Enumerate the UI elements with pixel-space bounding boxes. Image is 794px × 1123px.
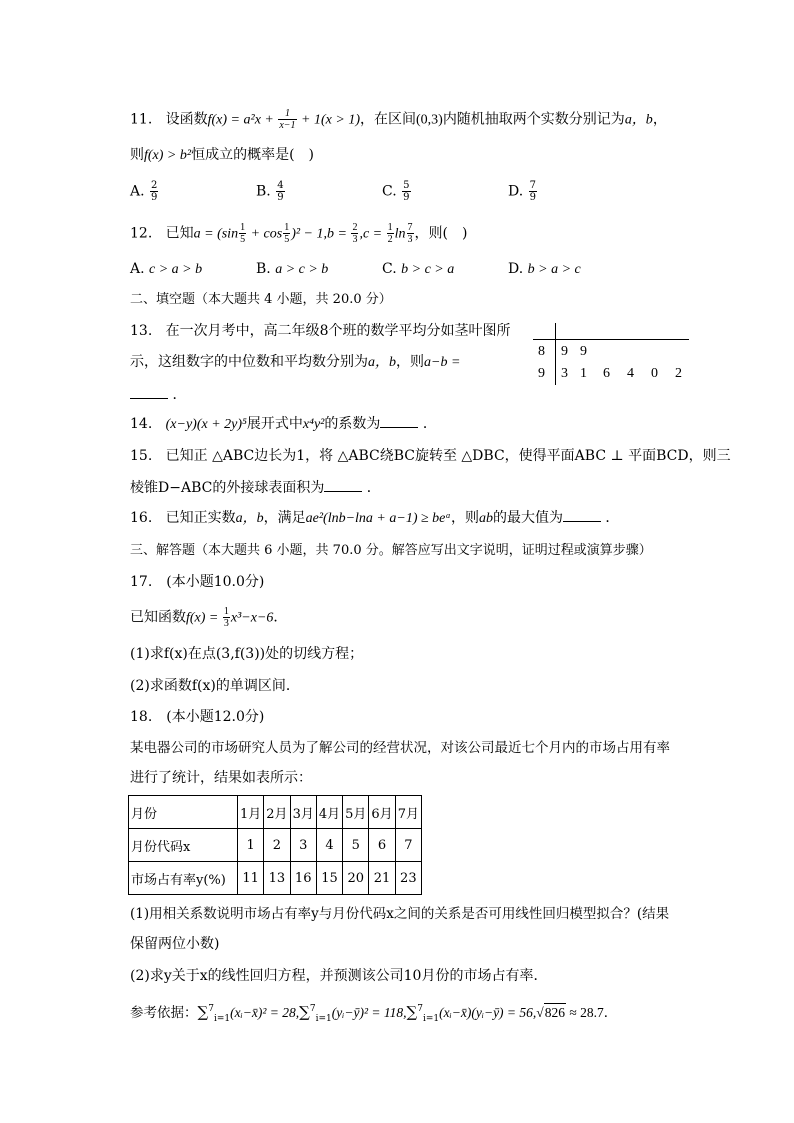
q11-ineq: f(x) > b²: [144, 148, 192, 163]
frac-num: 1: [240, 222, 246, 233]
frac-num: 1: [284, 222, 290, 233]
frac-den: 5: [284, 234, 290, 245]
frac-num: 7: [407, 222, 413, 233]
frac-num: 1: [223, 606, 229, 617]
q12-option-c[interactable]: [382, 260, 454, 279]
q11-line2-post: 恒成立的概率是( ): [191, 147, 315, 163]
q12-mid2: )² − 1,b =: [291, 226, 351, 242]
leaf: 4: [627, 366, 634, 381]
option-text: b > c > a: [401, 262, 455, 277]
leaf: 1: [580, 366, 587, 381]
option-label: A.: [130, 261, 145, 277]
q11-frac-num: 1: [278, 108, 296, 120]
q15-text1: 已知正 △ABC边长为1，将 △ABC绕BC旋转至 △DBC，使得平面ABC ⊥ 平面BCD，则三: [165, 448, 731, 464]
option-label: C.: [382, 261, 397, 277]
option-den: 9: [151, 192, 158, 203]
q16-expr: ae²(lnb−lna + a−1) ≥ beᵃ: [305, 511, 451, 526]
q13-number: 13.: [130, 323, 153, 339]
option-den: 9: [529, 192, 537, 203]
q11-frac-den: x−1: [279, 120, 296, 131]
table-cell: 5: [343, 829, 369, 862]
table-cell: 16: [290, 862, 316, 895]
section-2-heading: 二、填空题（本大题共 4 小题，共 20.0 分）: [130, 292, 392, 307]
q11-text-mid: ，在区间: [359, 111, 416, 128]
q14-post: 的系数为: [324, 416, 381, 432]
ref-approx: ≈ 28.7．: [565, 1005, 618, 1020]
option-text: a > c > b: [275, 262, 329, 277]
frac-den: 3: [223, 618, 229, 629]
ref-sum-xy: (xᵢ−x̄)(yᵢ−ȳ) = 56,: [439, 1005, 537, 1020]
q18-part2: (2)求y关于x的线性回归方程，并预测该公司10月份的市场占有率．: [130, 968, 548, 984]
q15-line1: [130, 447, 731, 465]
q14-end: ．: [422, 416, 437, 432]
q13-line2: [130, 353, 460, 372]
table-cell: 1: [238, 829, 264, 862]
q14-number: 14.: [130, 416, 153, 432]
option-num: 2: [151, 180, 158, 191]
option-label: C.: [382, 183, 397, 200]
table-cell: 21: [369, 862, 395, 895]
table-cell: 4: [316, 829, 342, 862]
stem-leaf-hline: [533, 339, 689, 340]
leaf: 3: [561, 366, 568, 381]
table-cell: 15: [316, 862, 342, 895]
q11-func: f(x) = a²x +: [207, 112, 278, 128]
q13-vars: a，b: [368, 355, 396, 370]
ref-sum-x: (xᵢ−x̄)² = 28,: [230, 1005, 300, 1020]
q12-mid3: ,c =: [359, 226, 386, 242]
option-den: 9: [403, 192, 410, 203]
table-cell: 7月: [395, 796, 421, 829]
q12-number: 12.: [130, 225, 153, 242]
q14-answer-blank[interactable]: [380, 415, 418, 428]
ref-sqrt-value: 826: [544, 1005, 565, 1020]
q13-text2: 示，这组数字的中位数和平均数分别为: [130, 354, 368, 370]
q11-line1: 11. 设函数f(x) = a²x + $\frac{1}{x-1}$ + 1(x > 1)，在区间(0,3)内随机抽取两个实数分别记为a，b，: [130, 108, 667, 131]
option-label: B.: [256, 183, 271, 200]
leaf: 9: [580, 344, 587, 359]
q11-interval: (0,3): [415, 112, 443, 128]
q11-option-b[interactable]: [256, 180, 286, 203]
option-label: B.: [256, 261, 271, 277]
stem-leaf-plot: [533, 339, 689, 387]
q13-line3: [130, 386, 186, 404]
q18-header: 18. (本小题12.0分): [130, 709, 265, 725]
option-text: b > a > c: [527, 262, 581, 277]
q12-pre: 已知: [165, 225, 194, 242]
table-cell: 6: [369, 829, 395, 862]
leaf: 0: [651, 366, 658, 381]
table-header-cell: 月份代码x: [129, 829, 238, 862]
q11-option-a[interactable]: [130, 180, 159, 203]
q16-post: 的最大值为: [492, 510, 563, 526]
q17-given: [130, 606, 287, 629]
q17-given-end: ．: [273, 609, 288, 626]
q12-option-a[interactable]: [130, 260, 202, 279]
q12-option-d[interactable]: [508, 260, 581, 279]
option-den: 9: [277, 192, 284, 203]
table-cell: 2月: [264, 796, 290, 829]
q12-line: [130, 222, 467, 245]
q15-text2: 棱锥D−ABC的外接球表面积为: [130, 480, 325, 496]
stem-8: 8: [538, 344, 545, 359]
q12-options: [130, 260, 670, 280]
q16-ab: ab: [478, 511, 493, 526]
q16-end: ．: [605, 510, 620, 526]
q11-number: 11.: [130, 111, 153, 128]
q11-text: 设函数: [165, 111, 208, 128]
frac-den: 2: [387, 234, 393, 245]
q16-number: 16.: [130, 510, 153, 526]
option-text: c > a > b: [149, 262, 203, 277]
q12-expr: a = (sin: [193, 226, 239, 242]
q14-expr: (x−y)(x + 2y)⁵: [165, 417, 247, 432]
ref-label: 参考依据：: [130, 1005, 198, 1021]
table-cell: 20: [343, 862, 369, 895]
q14-term: x⁴y²: [302, 417, 325, 432]
sum-symbol: ∑$^7_{i=1}$: [197, 1003, 231, 1024]
table-cell: 11: [238, 862, 264, 895]
q11-frac: [278, 108, 296, 131]
table-row: [129, 796, 422, 829]
q13-end: ．: [172, 387, 187, 403]
q17-part2: (2)求函数f(x)的单调区间．: [130, 678, 300, 694]
table-cell: 1月: [238, 796, 264, 829]
frac-den: 3: [407, 234, 413, 245]
option-label: D.: [508, 261, 524, 277]
q17-given-pre: 已知函数: [130, 609, 186, 626]
q13-expr: a−b =: [424, 355, 461, 370]
option-label: D.: [508, 183, 524, 200]
q13-mid: ，则: [396, 354, 424, 370]
q12-option-b[interactable]: [256, 260, 328, 279]
q11-option-c[interactable]: [382, 180, 412, 203]
q15-end: ．: [366, 480, 381, 496]
table-cell: 3月: [290, 796, 316, 829]
q12-post: ，则( ): [414, 225, 468, 242]
table-cell: 2: [264, 829, 290, 862]
section-3-heading: 三、解答题（本大题共 6 小题，共 70.0 分。解答应写出文字说明，证明过程或演算步骤）: [130, 543, 652, 558]
q13-answer-blank[interactable]: [130, 386, 168, 399]
sqrt-symbol: √: [536, 1005, 544, 1020]
table-row: [129, 862, 422, 895]
market-share-table: [128, 795, 422, 895]
frac-num: 1: [387, 222, 393, 233]
q16-vars: a，b: [235, 511, 264, 526]
leaf: 6: [603, 366, 610, 381]
q14-line: [130, 415, 437, 434]
q16-mid2: ，则: [450, 510, 479, 526]
q18-part1-line1: (1)用相关系数说明市场占有率y与月份代码x之间的关系是否可用线性回归模型拟合？(结果: [130, 906, 670, 922]
q16-pre: 已知正实数: [165, 510, 236, 526]
table-row: [129, 829, 422, 862]
q18-reference: [130, 1003, 617, 1022]
q11-func-tail: + 1(x > 1): [297, 112, 360, 128]
option-num: 5: [403, 180, 410, 191]
q16-answer-blank[interactable]: [563, 509, 601, 522]
q15-number: 15.: [130, 448, 153, 464]
table-cell: 5月: [343, 796, 369, 829]
q13-line1: [130, 322, 511, 340]
q17-given-tail: x³−x−6: [230, 610, 274, 626]
table-cell: 7: [395, 829, 421, 862]
q11-option-d[interactable]: [508, 180, 538, 203]
frac-num: 2: [352, 222, 358, 233]
q17-part1: (1)求f(x)在点(3,f(3))处的切线方程；: [130, 646, 364, 662]
q18-text1: 某电器公司的市场研究人员为了解公司的经营状况，对该公司最近七个月内的市场占用有率: [130, 740, 670, 756]
q17-header: 17. (本小题10.0分): [130, 574, 265, 590]
frac-den: 3: [352, 234, 358, 245]
q17-given-f: f(x) =: [186, 610, 222, 626]
q14-mid: 展开式中: [246, 416, 303, 432]
q11-text-post: 内随机抽取两个实数分别记为: [442, 111, 625, 128]
sum-symbol: ∑$^7_{i=1}$: [406, 1003, 440, 1024]
q13-text1: 在一次月考中，高二年级8个班的数学平均分如茎叶图所: [165, 323, 511, 339]
q12-mid1: + cos: [247, 226, 283, 242]
q11-line2: [130, 146, 314, 165]
ref-sum-y: (yᵢ−ȳ)² = 118,: [331, 1005, 407, 1020]
q15-line2: [130, 479, 381, 497]
table-cell: 6月: [369, 796, 395, 829]
option-label: A.: [130, 183, 145, 200]
q16-mid: ，满足: [263, 510, 306, 526]
table-header-cell: 市场占有率y(%): [129, 862, 238, 895]
q16-line: [130, 509, 619, 528]
leaf: 9: [561, 344, 568, 359]
q18-text2: 进行了统计，结果如表所示：: [130, 770, 312, 786]
stem-9: 9: [538, 366, 545, 381]
table-cell: 3: [290, 829, 316, 862]
table-cell: 13: [264, 862, 290, 895]
stem-leaf-vline: [555, 323, 556, 385]
table-cell: 23: [395, 862, 421, 895]
sum-symbol: ∑$^7_{i=1}$: [299, 1003, 332, 1024]
q11-line2-pre: 则: [130, 147, 144, 163]
q18-part1-line2: 保留两位小数): [130, 936, 220, 952]
q12-mid4: ln: [394, 226, 406, 242]
table-cell: 4月: [316, 796, 342, 829]
q11-vars: a，b: [624, 112, 653, 128]
frac-den: 5: [240, 234, 246, 245]
q11-options: [130, 180, 670, 204]
option-num: 7: [529, 180, 537, 191]
table-header-cell: 月份: [129, 796, 238, 829]
leaf: 2: [675, 366, 682, 381]
q15-answer-blank[interactable]: [324, 479, 362, 492]
option-num: 4: [277, 180, 284, 191]
